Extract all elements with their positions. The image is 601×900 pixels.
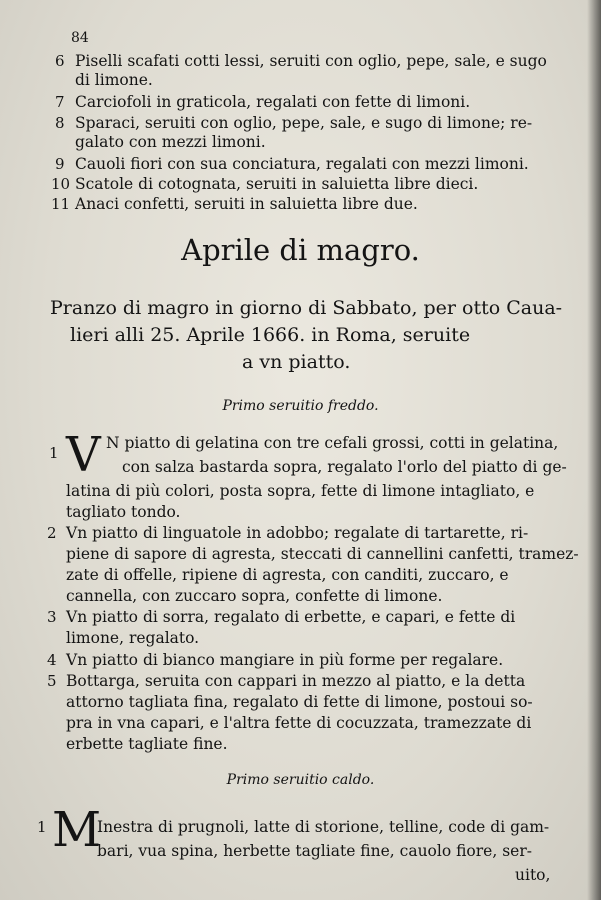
item-number: 6 bbox=[55, 52, 65, 70]
text-line: Sparaci, seruiti con oglio, pepe, sale, e sugo di limone; re- bbox=[75, 114, 533, 132]
item-number: 2 bbox=[47, 524, 57, 542]
text-line: galato con mezzi limoni. bbox=[75, 133, 266, 151]
catchword: uito, bbox=[515, 866, 551, 884]
drop-cap: M bbox=[52, 802, 102, 858]
text-line: erbette tagliate fine. bbox=[66, 735, 228, 753]
text-line: Inestra di prugnoli, latte di storione, telline, code di gam- bbox=[97, 818, 550, 836]
subheading-line: Pranzo di magro in giorno di Sabbato, per otto Caua- bbox=[50, 297, 563, 319]
subheading-line: lieri alli 25. Aprile 1666. in Roma, seruite bbox=[70, 324, 471, 346]
item-number: 1 bbox=[49, 444, 59, 462]
item-number: 10 bbox=[51, 175, 71, 193]
item-number: 9 bbox=[55, 155, 65, 173]
text-line: Cauoli fiori con sua conciatura, regalati con mezzi limoni. bbox=[75, 155, 529, 173]
page-number: 84 bbox=[71, 30, 89, 46]
item-number: 8 bbox=[55, 114, 65, 132]
text-line: di limone. bbox=[75, 71, 153, 89]
section-heading: Primo seruitio freddo. bbox=[222, 398, 379, 414]
text-line: bari, vua spina, herbette tagliate fine, cauolo fiore, ser- bbox=[97, 842, 532, 860]
text-line: Piselli scafati cotti lessi, seruiti con oglio, pepe, sale, e sugo bbox=[75, 52, 547, 70]
text-line: tagliato tondo. bbox=[66, 503, 181, 521]
text-line: Vn piatto di bianco mangiare in più forme per regalare. bbox=[66, 651, 504, 669]
drop-cap: V bbox=[66, 427, 101, 483]
text-line: zate di offelle, ripiene di agresta, con canditi, zuccaro, e bbox=[66, 566, 509, 584]
text-line: limone, regalato. bbox=[66, 629, 200, 647]
text-line: attorno tagliata fina, regalato di fette di limone, postoui so- bbox=[66, 693, 533, 711]
item-number: 7 bbox=[55, 93, 65, 111]
text-line: latina di più colori, posta sopra, fette di limone intagliato, e bbox=[66, 482, 535, 500]
text-line: Vn piatto di sorra, regalato di erbette, e capari, e fette di bbox=[66, 608, 516, 626]
section-heading: Primo seruitio caldo. bbox=[226, 772, 375, 788]
text-line: N piatto di gelatina con tre cefali grossi, cotti in gelatina, bbox=[106, 434, 559, 452]
text-line: Vn piatto di linguatole in adobbo; regalate di tartarette, ri- bbox=[66, 524, 529, 542]
text-line: pra in vna capari, e l'altra fette di cocuzzata, tramezzate di bbox=[66, 714, 532, 732]
item-number: 11 bbox=[51, 195, 71, 213]
item-number: 4 bbox=[47, 651, 57, 669]
text-line: Carciofoli in graticola, regalati con fette di limoni. bbox=[75, 93, 471, 111]
text-line: Anaci confetti, seruiti in saluietta libre due. bbox=[75, 195, 418, 213]
text-line: Scatole di cotognata, seruiti in saluietta libre dieci. bbox=[75, 175, 479, 193]
page-gutter-shadow bbox=[587, 0, 601, 900]
text-line: piene di sapore di agresta, steccati di cannellini canfetti, tramez- bbox=[66, 545, 579, 563]
item-number: 3 bbox=[47, 608, 57, 626]
item-number: 1 bbox=[37, 818, 47, 836]
item-number: 5 bbox=[47, 672, 57, 690]
page-title: Aprile di magro. bbox=[181, 233, 420, 267]
text-line: cannella, con zuccaro sopra, confette di limone. bbox=[66, 587, 443, 605]
text-line: Bottarga, seruita con cappari in mezzo al piatto, e la detta bbox=[66, 672, 526, 690]
subheading-line: a vn piatto. bbox=[242, 351, 351, 373]
text-line: con salza bastarda sopra, regalato l'orlo del piatto di ge- bbox=[122, 458, 567, 476]
